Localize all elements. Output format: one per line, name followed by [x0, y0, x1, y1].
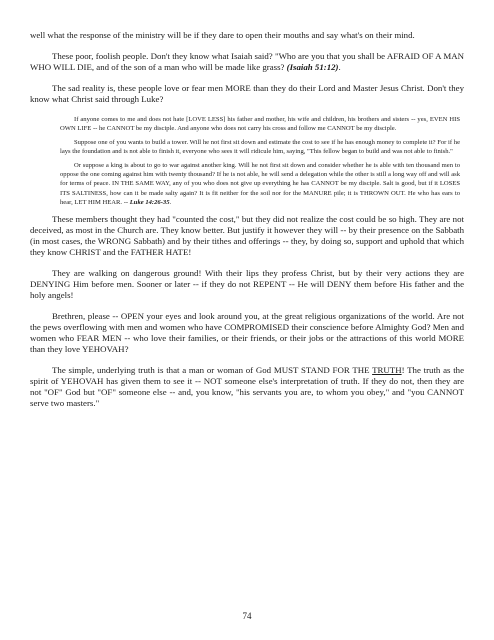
paragraph-1: well what the response of the ministry will be if they dare to open their mouths and say what's on their mind. [30, 30, 415, 40]
scripture-reference-luke: Luke 14:26-35 [129, 199, 170, 207]
underlined-truth: TRUTH [372, 364, 402, 375]
page-content [30, 30, 464, 419]
quote-paragraph-1: If anyone comes to me and does not hate [LOVE LESS] his father and mother, his wife and children, his brothers and sisters -- yes, EVEN HIS OWN LIFE -- he CANNOT be my disciple. And anyone who does not carry his cross and follow me CANNOT be my disciple. [60, 116, 460, 133]
quote-paragraph-3 [60, 161, 460, 208]
quote-paragraph-2: Suppose one of you wants to build a tower. Will he not first sit down and estimate the cost to see if he has enough money to complete it? For if he lays the foundation and is not able to finish it, everyone who sees it will ridicule him, saying, "This fellow began to build and was not able to finish." [60, 138, 460, 156]
paragraph-4: These members thought they had "counted the cost," but they did not realize the cost could be so high. They are not deceived, as most in the Church are. They know better. But justify it however they will -- by their presence on the Sabbath (in most cases, the WRONG Sabbath) and by their tithes and offerings -- they, by doing so, support and uphold that which they know CHRIST and the FATHER HATE! [30, 213, 464, 257]
paragraph-3: The sad reality is, these people love or fear men MORE than they do their Lord and Master Jesus Christ. Don't they know what Christ said through Luke? [30, 83, 464, 104]
paragraph-2 [30, 51, 464, 73]
paragraph-2-text: These poor, foolish people. Don't they know what Isaiah said? "Who are you that you shall be AFRAID OF A MAN WHO WILL DIE, and of the son of a man who will be made like grass? [30, 51, 464, 72]
paragraph-6: Brethren, please -- OPEN your eyes and look around you, at the great religious organizations of the world. Are not the pews overflowing with men and women who have COMPROMISED their conscience before Almighty God? Men and women who FEAR MEN -- who love their families, or their friends, or their jobs or the attractions of this world MORE than they love YEHOVAH? [30, 310, 464, 354]
paragraph-7-start: The simple, underlying truth is that a man or woman of God MUST STAND FOR THE [52, 364, 370, 375]
paragraph-2-end: . [338, 62, 341, 72]
block-quote [60, 115, 460, 208]
page-number: 74 [242, 611, 252, 621]
quote-paragraph-3-text: Or suppose a king is about to go to war against another king. Will he not first sit down and consider whether he is able with ten thousand men to oppose the one coming against him with twenty thousand? If he is not able, he will send a delegation while the other is still a long way off and will ask for terms of peace. IN THE SAME WAY, any of you who does not give up everything he has CANNOT be my disciple. Salt is good, but if it LOSES ITS SALTINESS, how can it be made salty again? It is fit neither for the soil nor for the MANURE pile; it is THROWN OUT. He who has ears to hear, LET HIM HEAR. -- [60, 161, 460, 207]
paragraph-7 [30, 365, 464, 409]
scripture-reference-isaiah: (Isaiah 51:12) [286, 62, 339, 72]
paragraph-7-rest: ! The truth as the spirit of YEHOVAH has given them to see it -- NOT someone else's interpretation of truth. If they do not, then they are not "OF" God but "OF" someone else -- and, you know, "his servants you are, to whom you obey," and "you CANNOT serve two masters." [30, 364, 464, 408]
paragraph-5: They are walking on dangerous ground! With their lips they profess Christ, but by their very actions they are DENYING Him before men. Sooner or later -- if they do not REPENT -- He will DENY them before His father and the holy angels! [30, 267, 464, 300]
quote-ref-end: . [169, 199, 172, 207]
